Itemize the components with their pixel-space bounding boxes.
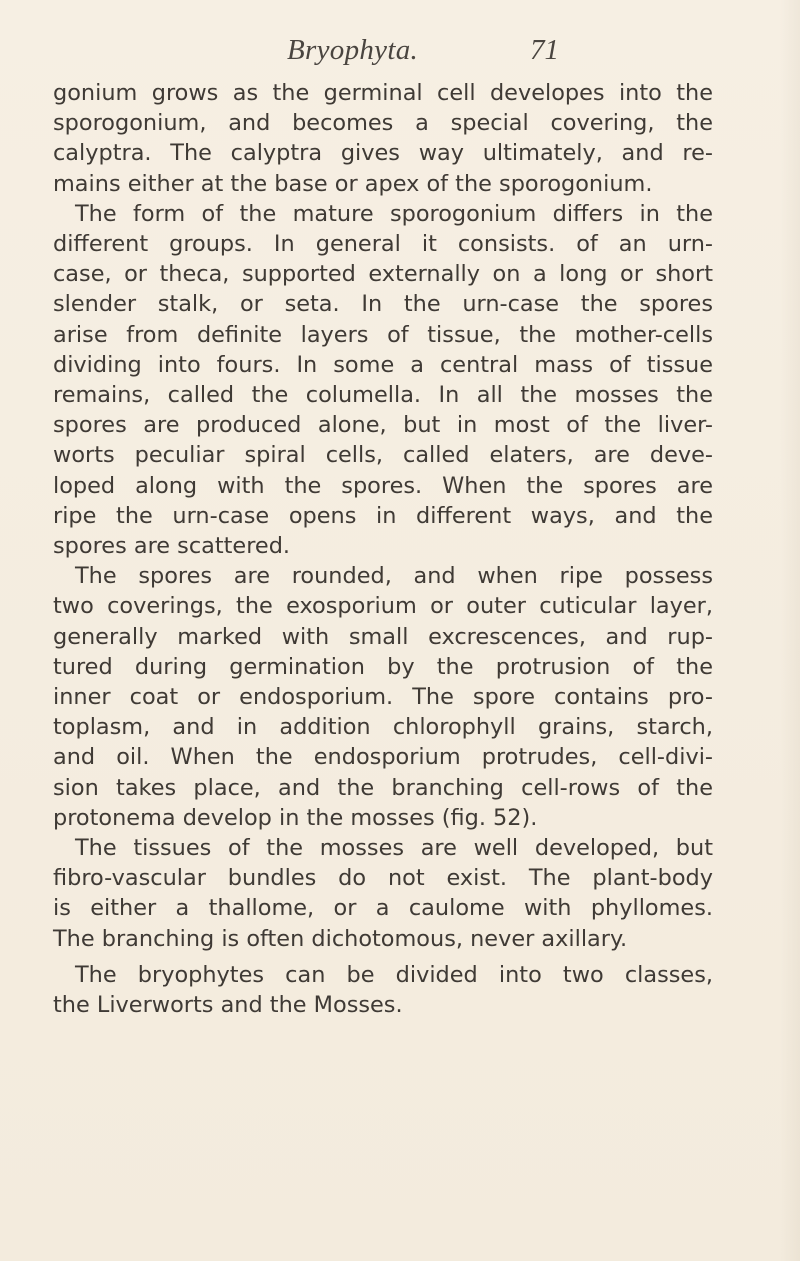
text-line: The spores are rounded, and when ripe possess [75, 563, 713, 590]
text-line: spores are produced alone, but in most of the liver- [53, 412, 713, 439]
text-line: is either a thallome, or a caulome with phyllomes. [53, 895, 713, 922]
paragraph [53, 78, 713, 199]
text-line: protonema develop in the mosses (fig. 52). [53, 804, 538, 831]
text-line: sion takes place, and the branching cell-rows of the [53, 774, 713, 801]
text-line: The branching is often dichotomous, never axillary. [53, 925, 628, 952]
text-line: slender stalk, or seta. In the urn-case the spores [53, 291, 713, 318]
page-number: 71 [530, 34, 559, 66]
text-line: spores are scattered. [53, 533, 291, 560]
text-line: sporogonium, and becomes a special covering, the [53, 110, 713, 137]
text-line: two coverings, the exosporium or outer cuticular layer, [53, 593, 713, 620]
text-line: tured during germination by the protrusion of the [53, 653, 713, 680]
paragraph [53, 833, 713, 954]
text-line: mains either at the base or apex of the sporogonium. [53, 170, 653, 197]
text-line: ripe the urn-case opens in different ways, and the [53, 502, 713, 529]
text-line: calyptra. The calyptra gives way ultimately, and re- [53, 140, 713, 167]
text-line: dividing into fours. In some a central mass of tissue [53, 351, 713, 378]
body-text [53, 78, 713, 1020]
paragraph [53, 561, 713, 833]
text-line: The tissues of the mosses are well developed, but [75, 835, 713, 862]
text-line: remains, called the columella. In all the mosses the [53, 382, 713, 409]
text-line: loped along with the spores. When the spores are [53, 472, 713, 499]
text-line: toplasm, and in addition chlorophyll grains, starch, [53, 714, 713, 741]
paragraph [53, 960, 713, 1020]
text-line: fibro-vascular bundles do not exist. The plant-body [53, 865, 713, 892]
text-line: the Liverworts and the Mosses. [53, 992, 403, 1019]
paragraph [53, 199, 713, 561]
text-line: arise from definite layers of tissue, the mother-cells [53, 321, 713, 348]
text-line: case, or theca, supported externally on a long or short [53, 261, 713, 288]
text-line: generally marked with small excrescences, and rup- [53, 623, 713, 650]
text-line: The bryophytes can be divided into two classes, [75, 961, 713, 988]
text-line: gonium grows as the germinal cell developes into the [53, 80, 713, 106]
running-head [0, 30, 800, 74]
text-line: different groups. In general it consists. of an urn- [53, 231, 713, 258]
text-line: inner coat or endosporium. The spore contains pro- [53, 684, 713, 711]
text-line: worts peculiar spiral cells, called elaters, are deve- [53, 442, 713, 469]
running-title: Bryophyta. [287, 34, 419, 66]
text-line: The form of the mature sporogonium differs in the [75, 200, 713, 227]
text-line: and oil. When the endosporium protrudes, cell-divi- [53, 744, 713, 771]
